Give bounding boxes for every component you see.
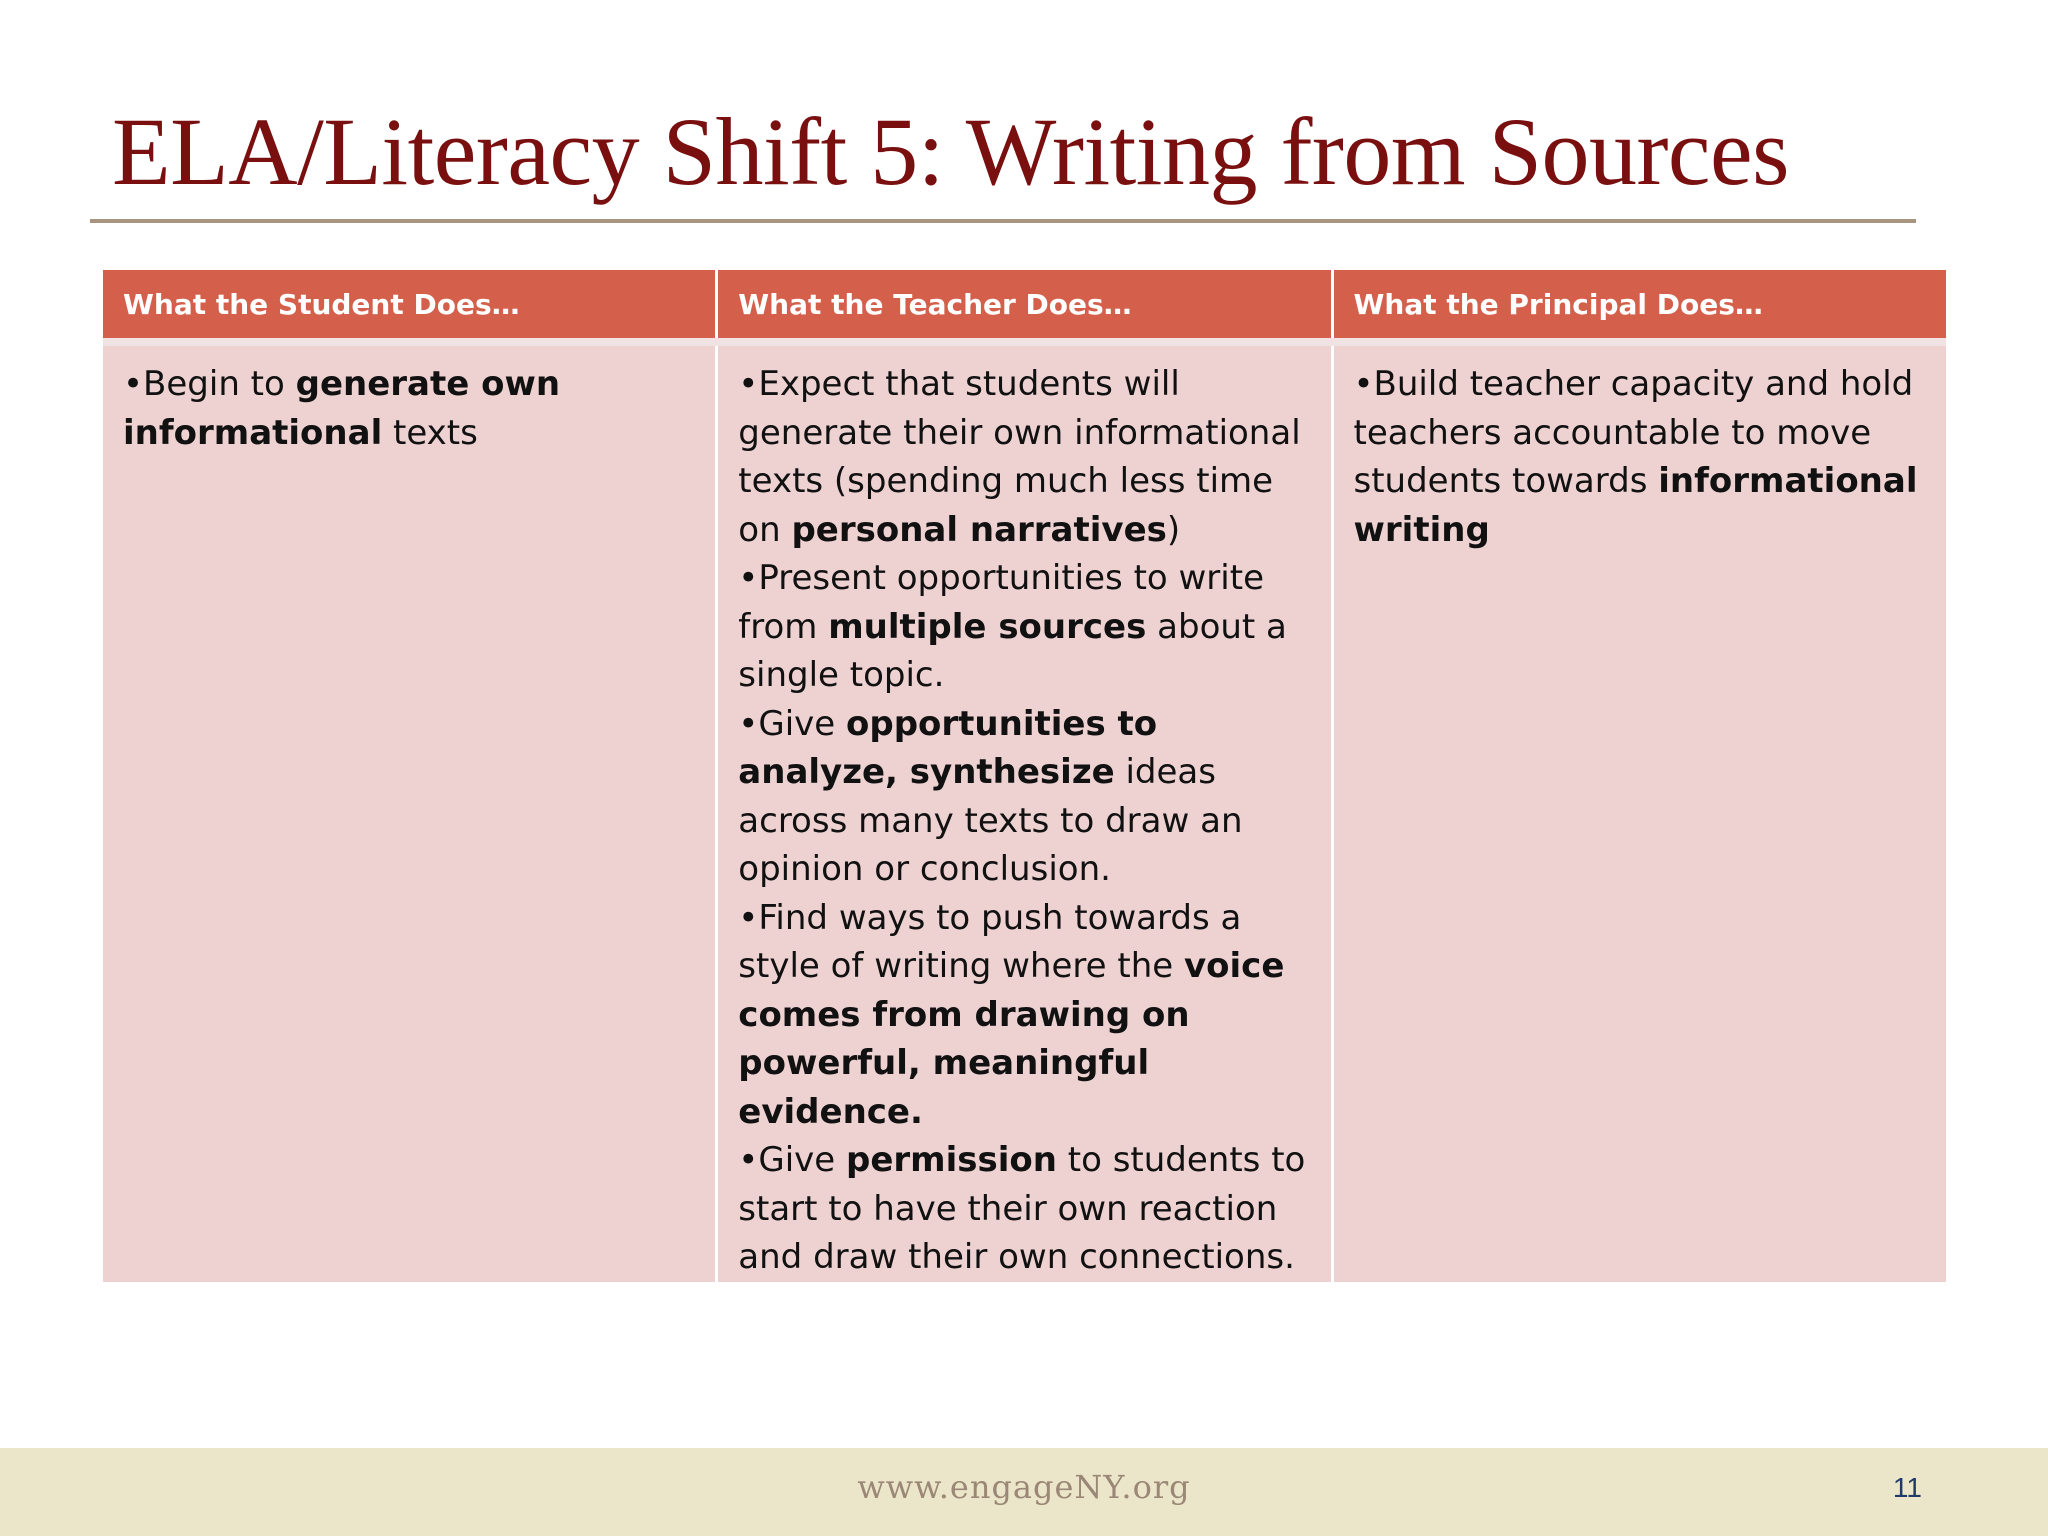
bullet-text: •Begin to (123, 364, 296, 404)
bold-text: personal narratives (791, 509, 1167, 550)
teacher-bullet (738, 700, 1310, 894)
slide-title: ELA/Literacy Shift 5: Writing from Sources (112, 98, 1789, 205)
header-teacher: What the Teacher Does… (717, 270, 1332, 342)
bullet-text: •Give (738, 1140, 846, 1180)
header-student: What the Student Does… (103, 270, 717, 342)
table-row (103, 342, 1946, 1282)
bullet-text: •Build teacher capacity and hold teachers accountable to move students towards (1353, 364, 1914, 501)
header-principal: What the Principal Does… (1332, 270, 1946, 342)
shift-responsibilities-table (103, 270, 1946, 1282)
bold-text: permission (846, 1140, 1057, 1180)
teacher-bullet (738, 894, 1310, 1137)
bullet-text: •Present opportunities to write from (738, 558, 1264, 647)
bullet-text: •Find ways to push towards a style of writing where the (738, 897, 1242, 986)
bullet-text: ideas across many texts to draw an opinion or conclusion. (738, 752, 1243, 889)
bold-text: multiple sources (828, 606, 1147, 647)
principal-cell (1332, 342, 1946, 1282)
teacher-bullet (738, 554, 1310, 700)
bullet-text: texts (382, 412, 478, 453)
bullet-text: •Give (738, 703, 846, 744)
student-bullet (123, 360, 695, 457)
principal-bullet (1354, 360, 1927, 554)
bullet-text: to students to start to have their own reaction and draw their own connections. (738, 1140, 1306, 1277)
student-cell (103, 342, 717, 1282)
bold-text: opportunities to analyze, synthesize (738, 703, 1158, 792)
bullet-text: ) (1166, 509, 1181, 550)
bullet-text: •Expect that students will generate their own informational texts (spending much less time on (738, 364, 1301, 550)
teacher-bullet (738, 360, 1310, 554)
bold-text: informational writing (1353, 461, 1918, 550)
bullet-text: about a single topic. (738, 606, 1287, 695)
bold-text: generate own informational (123, 364, 561, 453)
teacher-bullet (738, 1136, 1310, 1282)
title-divider (90, 219, 1916, 223)
page-number: 11 (1892, 1472, 1922, 1503)
footer-url: www.engageNY.org (857, 1468, 1191, 1506)
table-header-row (103, 270, 1946, 342)
bold-text: voice comes from drawing on powerful, meaningful evidence. (738, 946, 1285, 1132)
teacher-cell (717, 342, 1332, 1282)
footer-bar (0, 1448, 2048, 1536)
